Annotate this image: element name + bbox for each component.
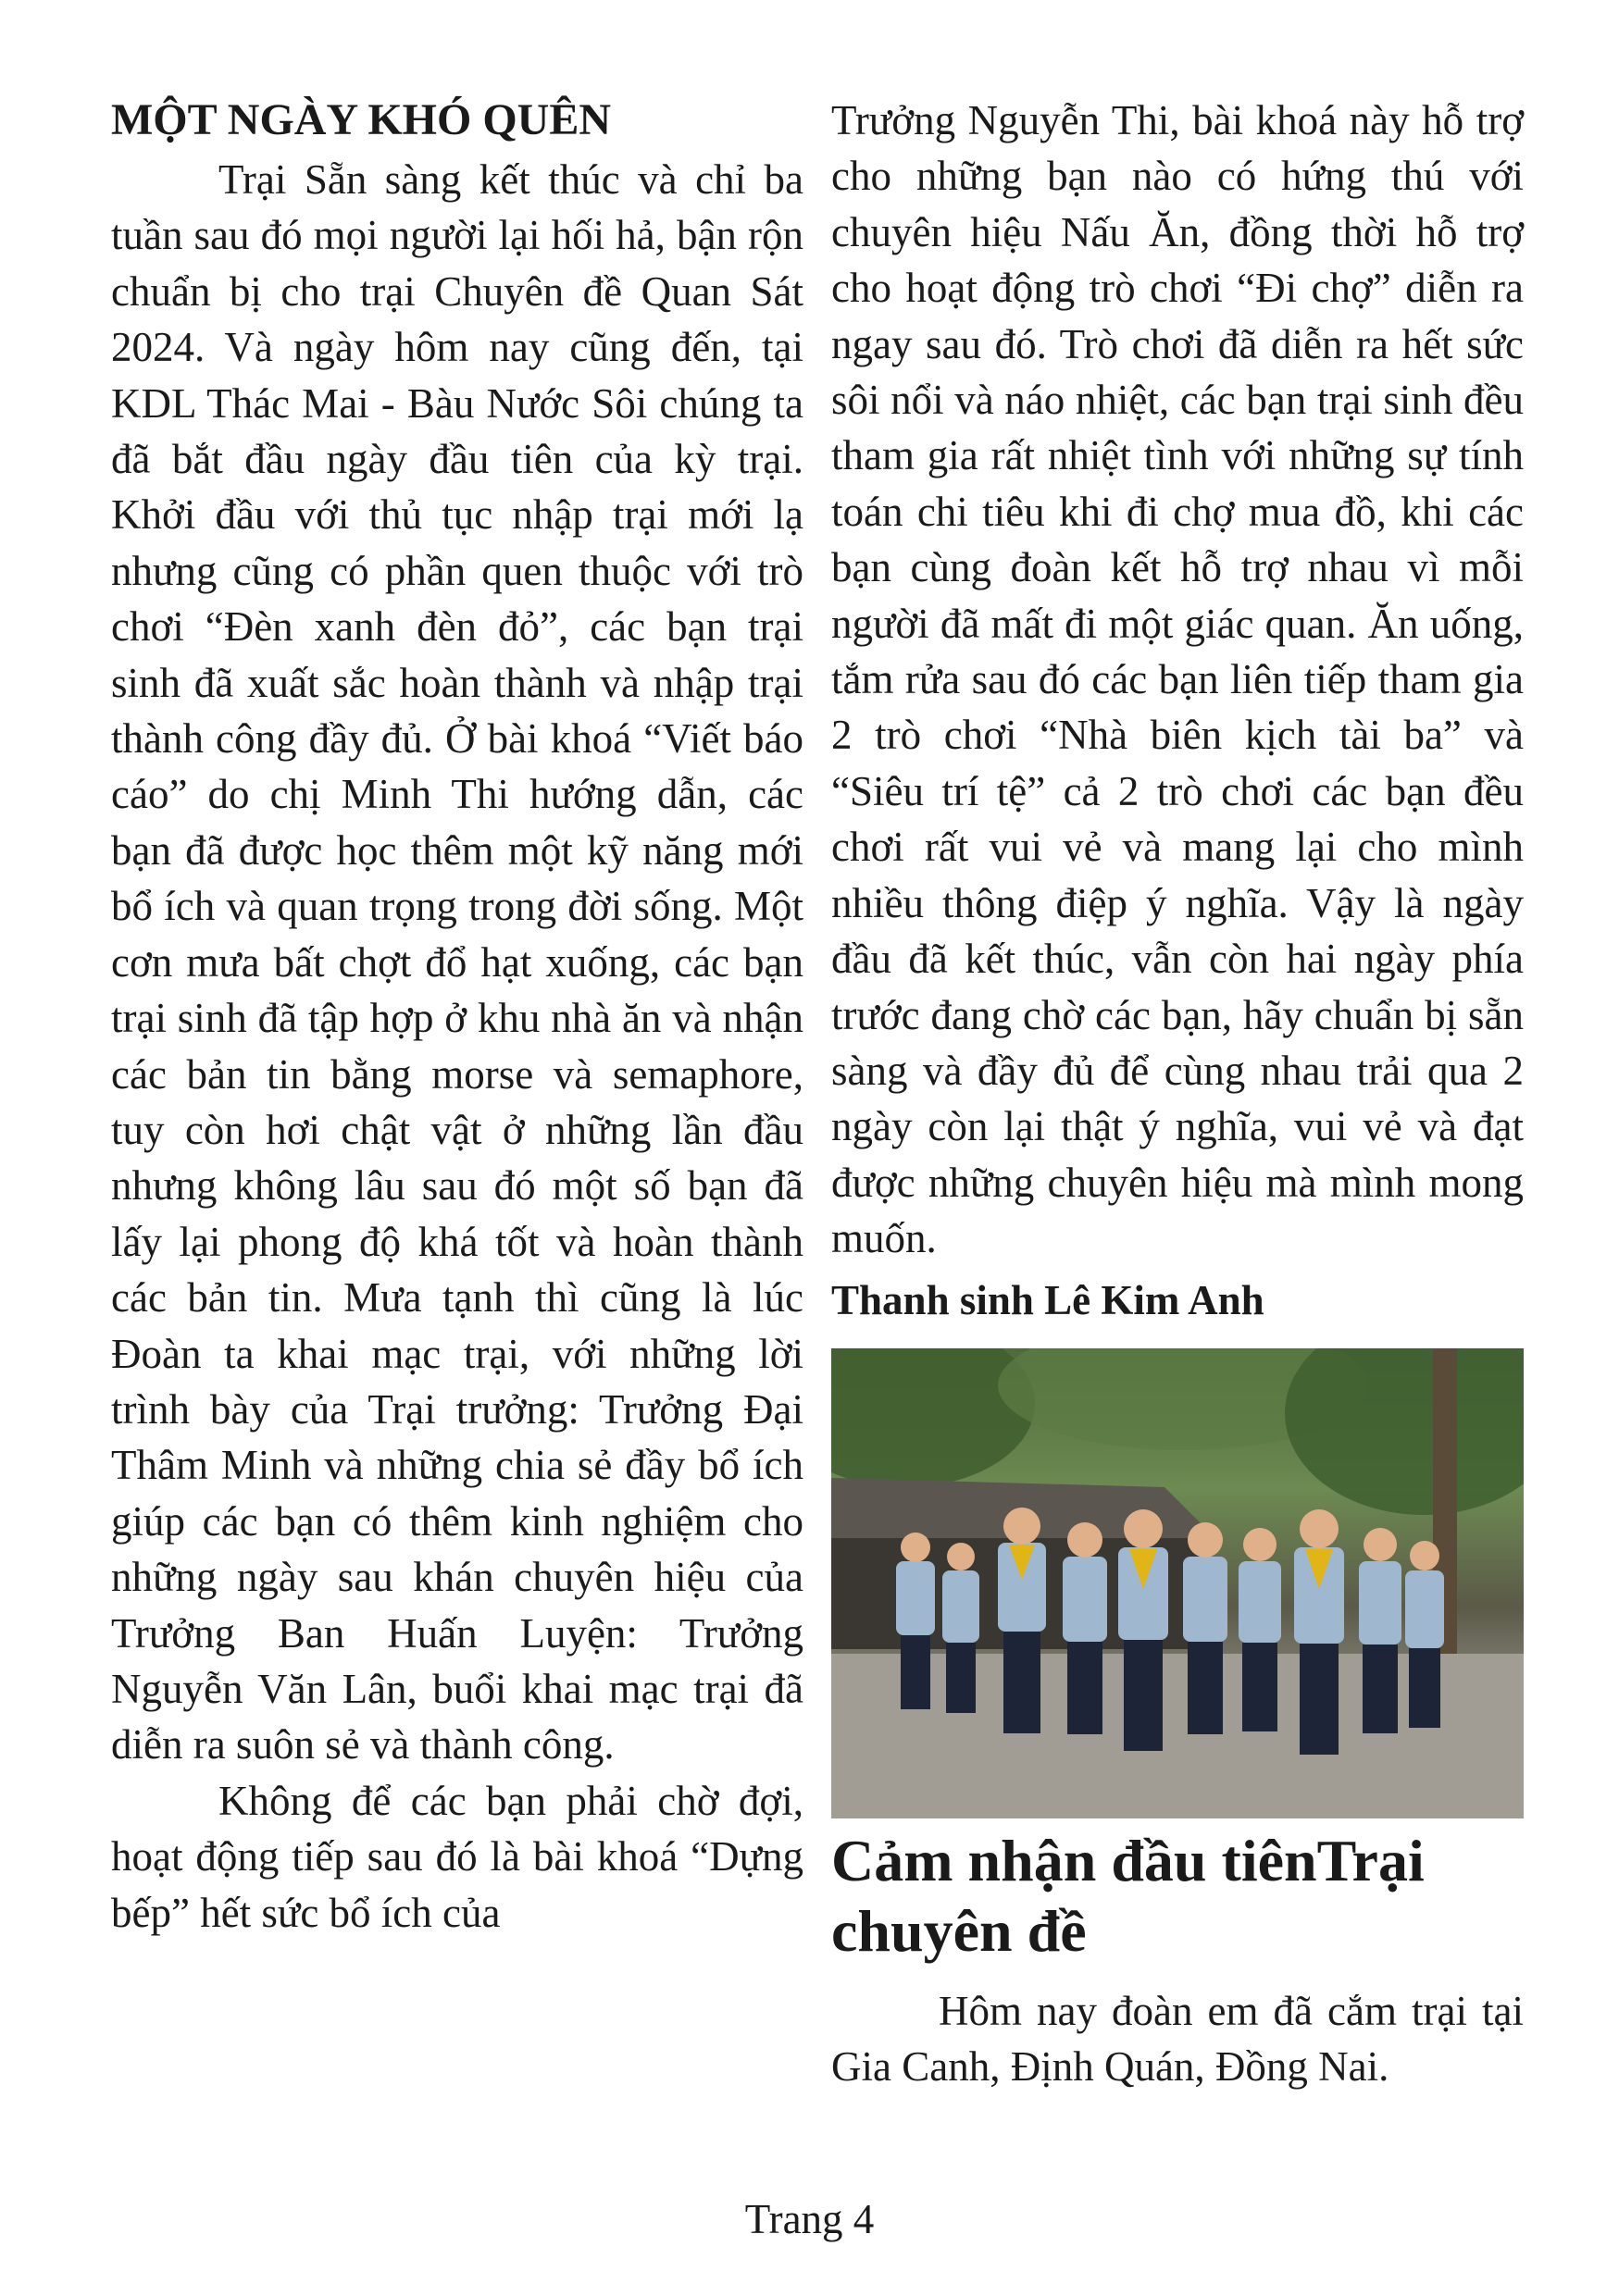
second-article-title: Cảm nhận đầu tiênTrại chuyên đề	[831, 1827, 1425, 1964]
left-column	[111, 93, 803, 1941]
article-title: MỘT NGÀY KHÓ QUÊN	[111, 95, 612, 144]
second-article-paragraph-1: Hôm nay đoàn em đã cắm trại tại Gia Canh, Định Quán, Đồng Nai.	[831, 1987, 1524, 2090]
article-paragraph-2-start: Không để các bạn phải chờ đợi, hoạt động tiếp sau đó là bài khoá “Dựng bếp” hết sức bổ ích của	[111, 1777, 803, 1936]
article-paragraph-1: Trại Sẵn sàng kết thúc và chỉ ba tuần sau đó mọi người lại hối hả, bận rộn chuẩn bị cho trại Chuyên đề Quan Sát 2024. Và ngày hôm nay cũng đến, tại KDL Thác Mai - Bàu Nước Sôi chúng ta đã bắt đầu ngày đầu tiên của kỳ trại. Khởi đầu với thủ tục nhập trại mới lạ nhưng cũng có phần quen thuộc với trò chơi “Đèn xanh đèn đỏ”, các bạn trại sinh đã xuất sắc hoàn thành và nhập trại thành công đầy đủ. Ở bài khoá “Viết báo cáo” do chị Minh Thi hướng dẫn, các bạn đã được học thêm một kỹ năng mới bổ ích và quan trọng trong đời sống. Một cơn mưa bất chợt đổ hạt xuống, các bạn trại sinh đã tập hợp ở khu nhà ăn và nhận các bản tin bằng morse và semaphore, tuy còn hơi chật vật ở những lần đầu nhưng không lâu sau đó một số bạn đã lấy lại phong độ khá tốt và hoàn thành các bản tin. Mưa tạnh thì cũng là lúc Đoàn ta khai mạc trại, với những lời trình bày của Trại trưởng: Trưởng Đại Thâm Minh và những chia sẻ đầy bổ ích giúp các bạn có thêm kinh nghiệm cho những ngày sau khán chuyên hiệu của Trưởng Ban Huấn Luyện: Trưởng Nguyễn Văn Lân, buổi khai mạc trại đã diễn ra suôn sẻ và thành công.	[111, 156, 803, 1769]
article-paragraph-2-continued: Trưởng Nguyễn Thi, bài khoá này hỗ trợ cho những bạn nào có hứng thú với chuyên hiệu Nấu Ăn, đồng thời hỗ trợ cho hoạt động trò chơi “Đi chợ” diễn ra ngay sau đó. Trò chơi đã diễn ra hết sức sôi nổi và náo nhiệt, các bạn trại sinh đều tham gia rất nhiệt tình với những sự tính toán chi tiêu khi đi chợ mua đồ, khi các bạn cùng đoàn kết hỗ trợ nhau vì mỗi người đã mất đi một giác quan. Ăn uống, tắm rửa sau đó các bạn liên tiếp tham gia 2 trò chơi “Nhà biên kịch tài ba” và “Siêu trí tệ” cả 2 trò chơi các bạn đều chơi rất vui vẻ và mang lại cho mình nhiều thông điệp ý nghĩa. Vậy là ngày đầu đã kết thúc, vẫn còn hai ngày phía trước đang chờ các bạn, hãy chuẩn bị sẵn sàng và đầy đủ để cùng nhau trải qua 2 ngày còn lại thật ý nghĩa, vui vẻ và đạt được những chuyên hiệu mà mình mong muốn.	[831, 97, 1524, 1262]
scout-group-photo	[831, 1348, 1524, 1818]
page-number: Trang 4	[744, 2196, 875, 2242]
right-column	[831, 93, 1524, 2094]
article-byline: Thanh sinh Lê Kim Anh	[831, 1276, 1264, 1323]
photo-illustration	[831, 1348, 1524, 1818]
